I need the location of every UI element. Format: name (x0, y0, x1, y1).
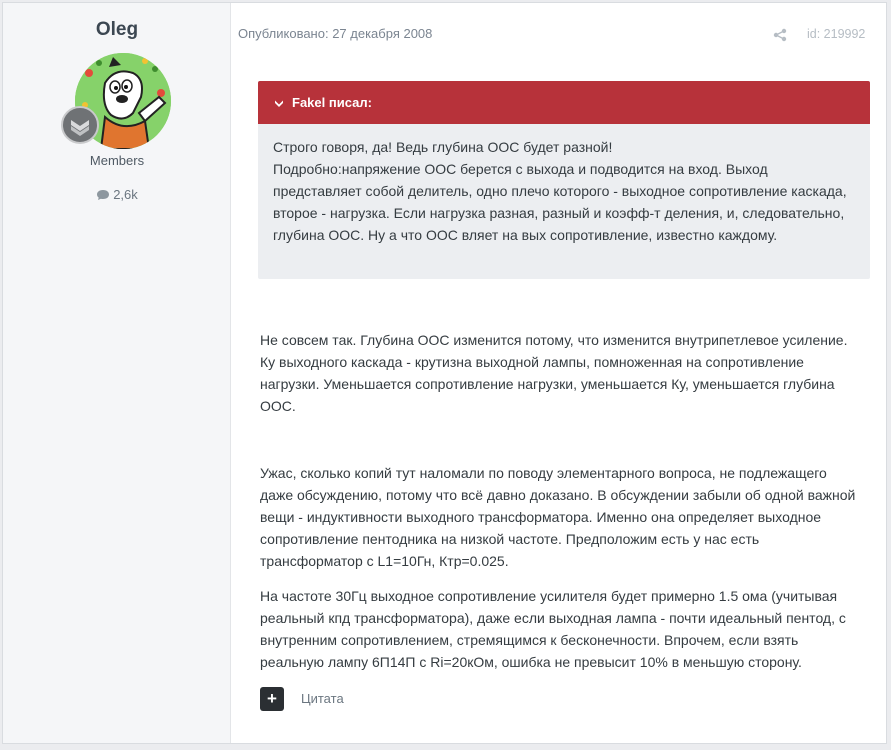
post-count (3, 187, 231, 204)
rank-badge-icon (61, 106, 99, 144)
member-group: Members (89, 153, 145, 168)
author-panel (3, 3, 231, 743)
post-container (2, 2, 887, 744)
author-name[interactable]: Oleg (95, 19, 139, 40)
post-paragraph (260, 329, 862, 417)
post-paragraph (260, 585, 862, 673)
paragraph-text: На частоте 30Гц выходное сопротивление усилителя будет примерно 1.5 ома (учитывая реальный кпд трансформатора), даже если выходная лампа - почти идеальный пентод, с внутренним сопротивлением, стремящимся к бесконечности. Впрочем, если взять реальную лампу 6П14П с Ri=20кОм, ошибка не превысит 10% в меньшую сторону. (260, 588, 846, 670)
quote-author: Fakel писал: (292, 95, 372, 110)
plus-icon: + (267, 689, 277, 708)
paragraph-text: Ужас, сколько копий тут наломали по поводу элементарного вопроса, не подлежащего даже обсуждению, потому что всё давно доказано. В обсуждении забыли об одной важной вещи - индуктивности выходного трансформатора. Именно она определяет выходное сопротивление пентодника на низкой частоте. Предположим есть у нас есть трансформатор с L1=10Гн, Ктр=0.025. (260, 465, 856, 569)
post-date[interactable]: Опубликовано: 27 декабря 2008 (238, 26, 433, 41)
comment-bubble-icon (96, 189, 110, 204)
share-icon[interactable] (773, 28, 787, 42)
post-count-value: 2,6k (113, 187, 138, 202)
quote-header[interactable] (258, 81, 870, 124)
quote-line: Подробно:напряжение ООС берется с выхода и подводится на вход. Выход представляет собой делитель, одно плечо которого - выходное сопротивление каскада, второе - нагрузка. Если нагрузка разная, разный и коэфф-т деления, и, следовательно, глубина ООС. Ну а что ООС вляет на вых сопротивление, известно каждому. (273, 161, 847, 243)
paragraph-text: Не совсем так. Глубина ООС изменится потому, что изменится внутрипетлевое усиление. Ку выходного каскада - крутизна выходной лампы, помноженная на сопротивление нагрузки. Уменьшается сопротивление нагрузки, уменьшается Ку, уменьшается глубина ООС. (260, 332, 848, 414)
quote-line: Строго говоря, да! Ведь глубина ООС будет разной! (273, 139, 613, 155)
quote-body (258, 124, 870, 246)
quote-button[interactable] (260, 687, 284, 711)
post-paragraph (260, 462, 862, 572)
chevron-down-icon (274, 82, 284, 125)
post-id[interactable]: id: 219992 (807, 27, 866, 41)
quote-link[interactable]: Цитата (301, 691, 344, 706)
quote-block (258, 81, 870, 279)
